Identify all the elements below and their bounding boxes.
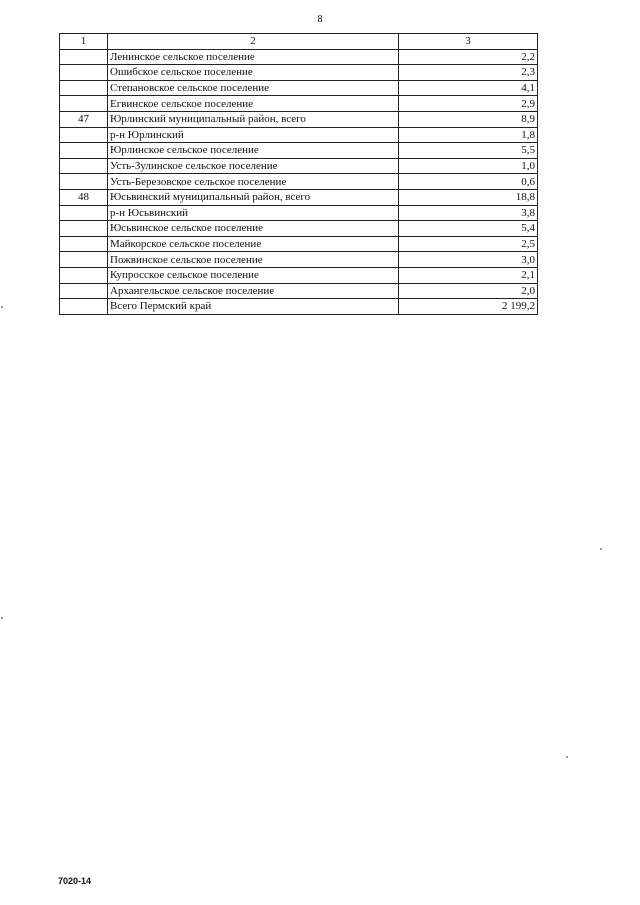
row-number bbox=[60, 158, 108, 174]
row-number bbox=[60, 143, 108, 159]
row-number bbox=[60, 49, 108, 65]
row-value: 8,9 bbox=[399, 111, 538, 127]
row-name: Ленинское сельское поселение bbox=[108, 49, 399, 65]
column-header-2: 2 bbox=[108, 34, 399, 50]
row-name: р-н Юрлинский bbox=[108, 127, 399, 143]
row-name: Ошибское сельское поселение bbox=[108, 65, 399, 81]
table-row bbox=[60, 127, 538, 143]
row-name: Усть-Березовское сельское поселение bbox=[108, 174, 399, 190]
row-value: 1,0 bbox=[399, 158, 538, 174]
row-value: 18,8 bbox=[399, 189, 538, 205]
table-row bbox=[60, 205, 538, 221]
scan-speck bbox=[1, 617, 3, 619]
row-name: Юсьвинский муниципальный район, всего bbox=[108, 189, 399, 205]
row-number bbox=[60, 80, 108, 96]
row-value: 2,2 bbox=[399, 49, 538, 65]
row-value: 2,0 bbox=[399, 283, 538, 299]
row-number bbox=[60, 236, 108, 252]
table-row bbox=[60, 111, 538, 127]
row-name: Степановское сельское поселение bbox=[108, 80, 399, 96]
table-body bbox=[60, 49, 538, 314]
table-row bbox=[60, 236, 538, 252]
table-row bbox=[60, 299, 538, 315]
column-header-3: 3 bbox=[399, 34, 538, 50]
row-value: 2 199,2 bbox=[399, 299, 538, 315]
scan-speck bbox=[566, 756, 568, 758]
row-number: 48 bbox=[60, 189, 108, 205]
data-table bbox=[59, 33, 538, 315]
row-name: Усть-Зулинское сельское поселение bbox=[108, 158, 399, 174]
row-value: 4,1 bbox=[399, 80, 538, 96]
row-number bbox=[60, 174, 108, 190]
row-name: Всего Пермский край bbox=[108, 299, 399, 315]
row-value: 2,3 bbox=[399, 65, 538, 81]
row-value: 5,5 bbox=[399, 143, 538, 159]
table-row bbox=[60, 158, 538, 174]
row-number bbox=[60, 252, 108, 268]
table-row bbox=[60, 143, 538, 159]
row-number bbox=[60, 283, 108, 299]
row-value: 2,1 bbox=[399, 267, 538, 283]
row-value: 2,5 bbox=[399, 236, 538, 252]
table-row bbox=[60, 174, 538, 190]
row-value: 3,8 bbox=[399, 205, 538, 221]
row-value: 5,4 bbox=[399, 221, 538, 237]
document-code: 7020-14 bbox=[58, 876, 92, 886]
row-name: Юрлинское сельское поселение bbox=[108, 143, 399, 159]
row-number bbox=[60, 96, 108, 112]
table-row bbox=[60, 96, 538, 112]
row-name: р-н Юсьвинский bbox=[108, 205, 399, 221]
column-header-1: 1 bbox=[60, 34, 108, 50]
row-name: Юрлинский муниципальный район, всего bbox=[108, 111, 399, 127]
row-number bbox=[60, 221, 108, 237]
row-value: 1,8 bbox=[399, 127, 538, 143]
table-row bbox=[60, 283, 538, 299]
row-value: 3,0 bbox=[399, 252, 538, 268]
scan-speck bbox=[1, 306, 3, 308]
row-value: 0,6 bbox=[399, 174, 538, 190]
scan-speck bbox=[600, 548, 602, 550]
row-name: Егвинское сельское поселение bbox=[108, 96, 399, 112]
table-row bbox=[60, 267, 538, 283]
row-name: Пожвинское сельское поселение bbox=[108, 252, 399, 268]
row-name: Купросское сельское поселение bbox=[108, 267, 399, 283]
row-value: 2,9 bbox=[399, 96, 538, 112]
row-number bbox=[60, 267, 108, 283]
table-row bbox=[60, 221, 538, 237]
row-name: Юсьвинское сельское поселение bbox=[108, 221, 399, 237]
page-number: 8 bbox=[317, 14, 323, 25]
row-number bbox=[60, 127, 108, 143]
row-number bbox=[60, 205, 108, 221]
row-number bbox=[60, 299, 108, 315]
table-row bbox=[60, 49, 538, 65]
table-row bbox=[60, 80, 538, 96]
table-row bbox=[60, 189, 538, 205]
row-name: Майкорское сельское поселение bbox=[108, 236, 399, 252]
table-row bbox=[60, 65, 538, 81]
table-header-row bbox=[60, 34, 538, 50]
row-number bbox=[60, 65, 108, 81]
table-row bbox=[60, 252, 538, 268]
row-number: 47 bbox=[60, 111, 108, 127]
row-name: Архангельское сельское поселение bbox=[108, 283, 399, 299]
